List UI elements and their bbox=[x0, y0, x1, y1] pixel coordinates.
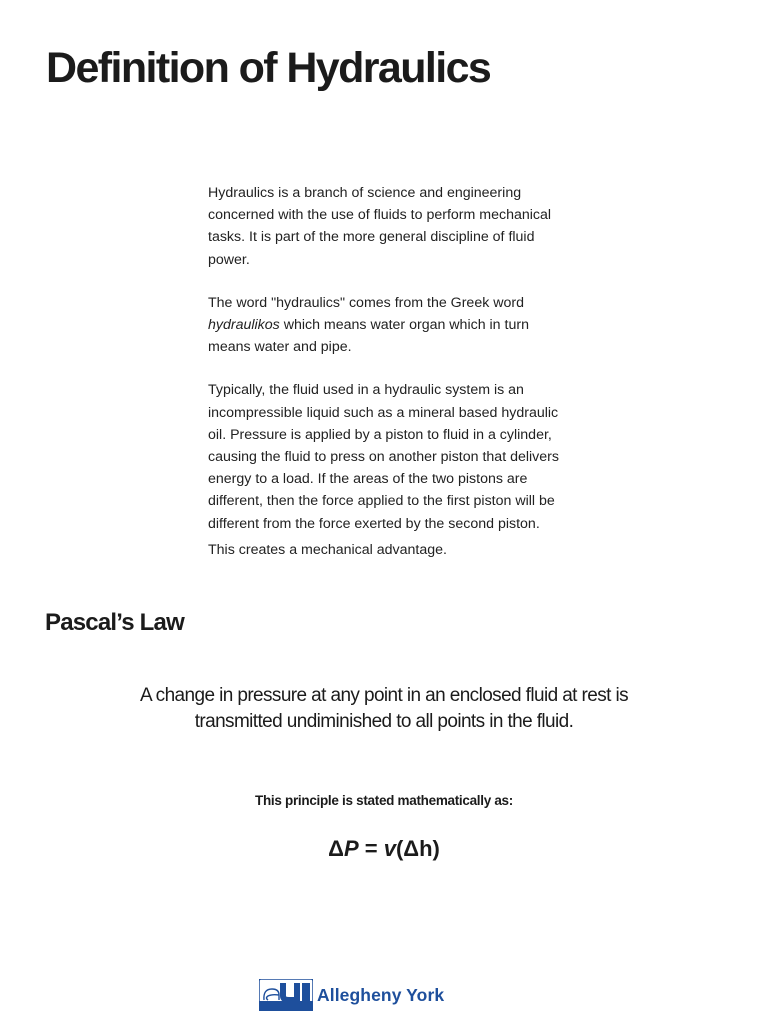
formula-delta-h: (Δh) bbox=[395, 836, 440, 861]
law-line-1: A change in pressure at any point in an enclosed fluid at rest is bbox=[139, 685, 629, 706]
formula-delta: Δ bbox=[328, 836, 344, 861]
intro-text-block bbox=[208, 182, 560, 561]
intro-paragraph-2 bbox=[208, 292, 560, 359]
formula-equals: = bbox=[358, 836, 384, 861]
allegheny-york-logo-mark-icon bbox=[259, 979, 313, 1011]
intro-paragraph-2-end: which means water organ which in turn means water and pipe. bbox=[208, 317, 529, 356]
intro-paragraph-4: This creates a mechanical advantage. bbox=[208, 541, 447, 558]
pascal-formula bbox=[84, 836, 684, 862]
section-heading-pascals-law: Pascal’s Law bbox=[45, 609, 184, 636]
page-title: Definition of Hydraulics bbox=[46, 44, 491, 92]
allegheny-york-logo bbox=[259, 978, 444, 1012]
law-line-2: transmitted undiminished to all points in the fluid. bbox=[194, 711, 574, 732]
pascals-law-statement bbox=[84, 683, 684, 735]
greek-word: hydraulikos bbox=[208, 317, 280, 334]
formula-v: v bbox=[383, 836, 396, 861]
intro-paragraph-1: Hydraulics is a branch of science and engineering concerned with the use of fluids to perform mechanical tasks. It is part of the more general discipline of fluid power. bbox=[208, 185, 552, 268]
formula-pressure: P bbox=[343, 836, 359, 861]
intro-paragraph-3: Typically, the fluid used in a hydraulic system is an incompressible liquid such as a mineral based hydraulic oil. Pressure is applied by a piston to fluid in a cylinder, causing the fluid to press on another piston that delivers energy to a load. If the areas of the two pistons are different, then the force applied to the first piston will be different from the force exerted by the second piston. bbox=[208, 382, 559, 532]
intro-paragraph-2-start: The word "hydraulics" comes from the Greek word bbox=[208, 294, 525, 311]
principle-caption: This principle is stated mathematically as: bbox=[255, 793, 513, 808]
logo-text: Allegheny York bbox=[317, 984, 445, 1005]
